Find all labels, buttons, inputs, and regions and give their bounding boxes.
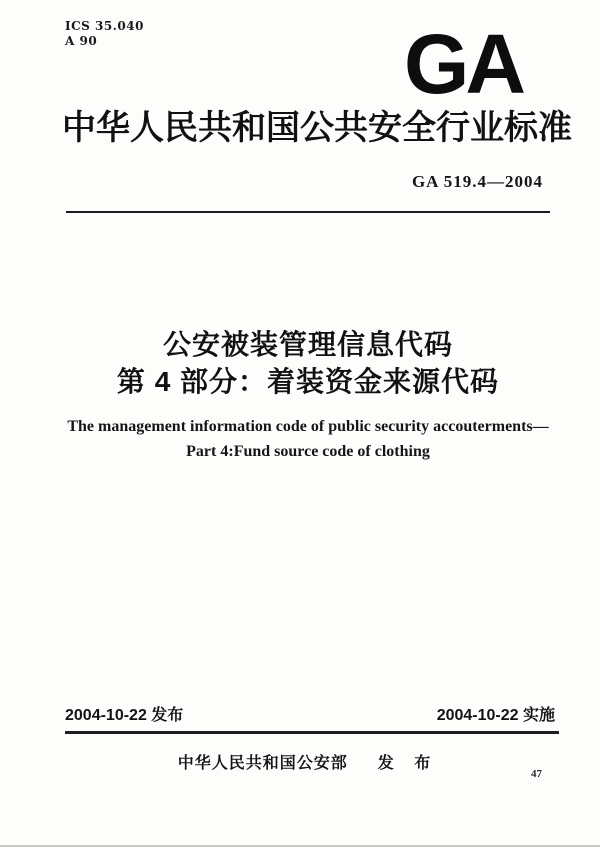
dates-row bbox=[65, 704, 555, 728]
title-cn bbox=[62, 326, 554, 400]
standard-number: GA 519.4—2004 bbox=[411, 172, 543, 191]
standard-type-title: 中华人民共和国公共安全行业标准 bbox=[62, 109, 572, 147]
footer-divider bbox=[65, 731, 559, 734]
ics-block bbox=[65, 19, 144, 49]
title-cn-line1: 公安被装管理信息代码 bbox=[162, 329, 453, 360]
page-number: 47 bbox=[531, 768, 542, 780]
ics-code: ICS 35.040 bbox=[65, 19, 144, 33]
header-divider bbox=[66, 211, 550, 213]
issue-date: 2004-10-22 发布 bbox=[65, 707, 184, 724]
title-en bbox=[40, 414, 576, 464]
scan-edge-artifact bbox=[0, 845, 600, 847]
ga-logo: GA bbox=[404, 17, 522, 111]
publisher-name: 中华人民共和国公安部 bbox=[177, 755, 348, 772]
title-cn-line2: 第 4 部分：着装资金来源代码 bbox=[116, 366, 500, 397]
title-en-line2: Part 4:Fund source code of clothing bbox=[186, 443, 430, 460]
release-word: 发 布 bbox=[377, 755, 439, 772]
classification-code: A 90 bbox=[65, 34, 98, 48]
implementation-date: 2004-10-22 实施 bbox=[436, 707, 555, 724]
title-en-line1: The management information code of public security accouterments— bbox=[67, 418, 549, 435]
publisher-row bbox=[62, 752, 554, 776]
